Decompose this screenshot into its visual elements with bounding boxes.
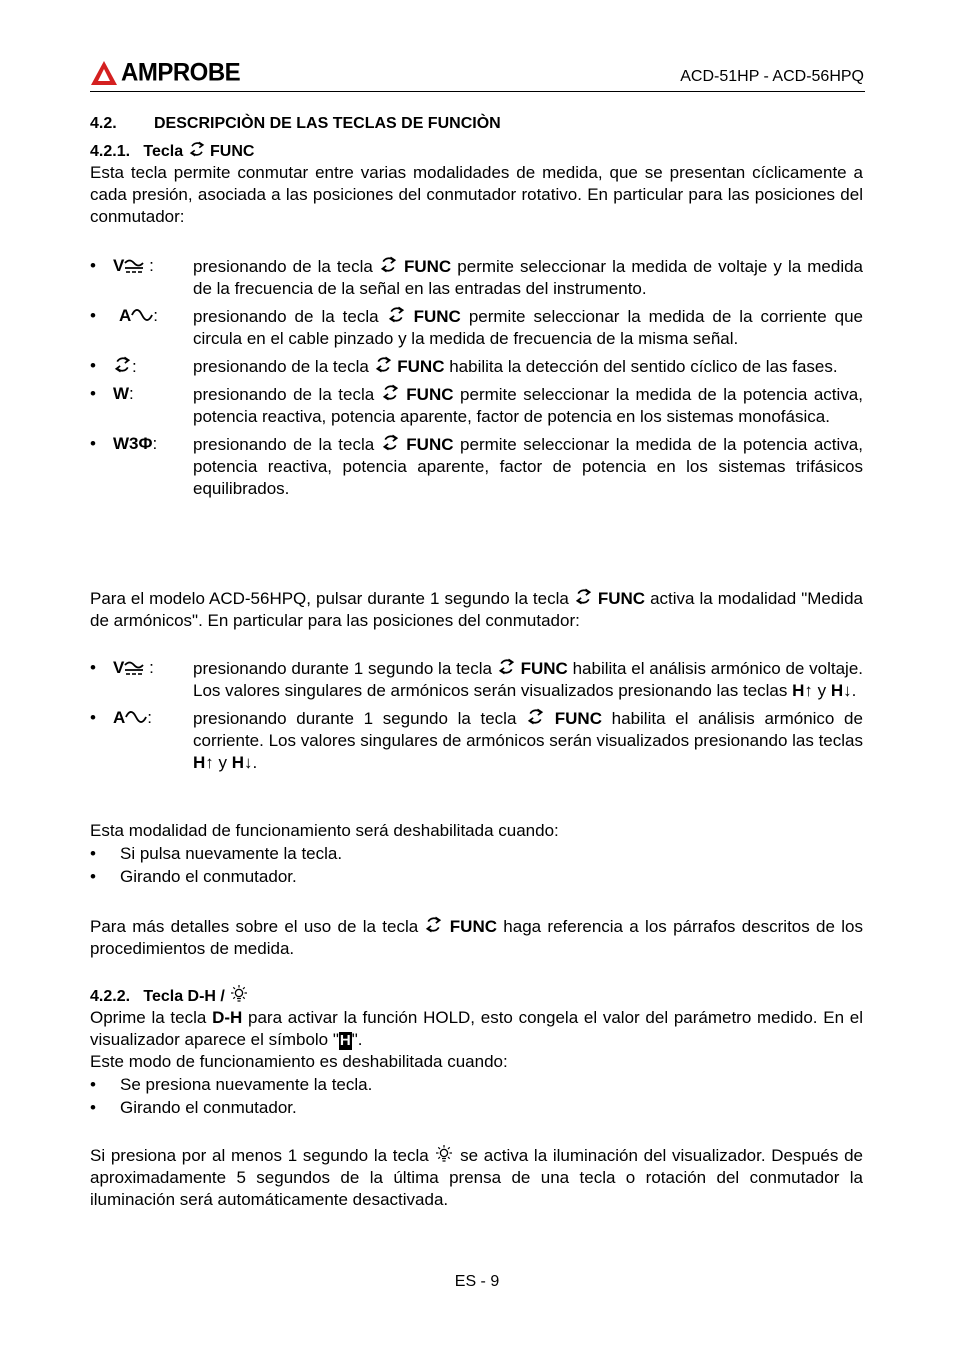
list-item: • A : presionando de la tecla FUNC permite seleccionar la medida de la corriente que circula en el cable pinzado y la medida de frecuencia de la misma señal.: [90, 306, 864, 348]
list-item: • A : presionando durante 1 segundo la tecla FUNC habilita el análisis armónico de corriente. Los valores singulares de armónicos serán visualizados presionando las teclas H↑ y H↓.: [90, 708, 863, 772]
ac-icon: [131, 308, 153, 322]
subsection-4-2-1-title: 4.2.1. Tecla FUNC: [90, 140, 254, 163]
function-list: [90, 255, 863, 500]
func-icon: [387, 305, 406, 324]
list-item: • Girando el conmutador.: [90, 1098, 297, 1117]
func-icon: [424, 915, 443, 934]
section-title: [90, 113, 501, 135]
harmonics-paragraph: Para el modelo ACD-56HPQ, pulsar durante 1 segundo la tecla FUNC activa la modalidad "Medida de armónicos". En particular para las posiciones del conmutador:: [90, 589, 863, 630]
func-icon: [574, 587, 593, 606]
section-title-text: DESCRIPCIÒN DE LAS TECLAS DE FUNCIÒN: [154, 115, 501, 132]
subsection-4-2-2-title: 4.2.2. Tecla D-H /: [90, 984, 249, 1008]
intro-paragraph: Esta tecla permite conmutar entre varias modalidades de medida, que se presentan cíclicamente a cada presión, asociada a las posiciones del conmutador rotativo. En particular para las posiciones del conmutador:: [90, 163, 863, 226]
backlight-icon: [434, 1144, 454, 1164]
list-item: • W3Φ: presionando de la tecla FUNC permite seleccionar la medida de la potencia activa, potencia reactiva, potencia aparente, factor de potencia en los sistemas trifásicos equilibrados.: [90, 434, 863, 498]
list-item: • W: presionando de la tecla FUNC permite seleccionar la medida de la potencia activa, potencia reactiva, potencia aparente, factor de potencia en los sistemas monofásica.: [90, 384, 863, 426]
hold-disable-text: Este modo de funcionamiento es deshabilitada cuando:: [90, 1052, 508, 1071]
phase-rotation-icon: [113, 355, 132, 374]
list-item: • Girando el conmutador.: [90, 867, 297, 886]
backlight-icon: [229, 984, 249, 1004]
list-item: • V : presionando durante 1 segundo la tecla FUNC habilita el análisis armónico de voltaje. Los valores singulares de armónicos serán visualizados presionando las teclas H↑ y H↓.: [90, 658, 864, 700]
list-item: • Se presiona nuevamente la tecla.: [90, 1075, 373, 1094]
page-number: ES - 9: [454, 1273, 500, 1290]
disable-text: Esta modalidad de funcionamiento será deshabilitada cuando:: [90, 821, 559, 840]
func-icon: [497, 657, 516, 676]
logo-triangle-icon: [90, 60, 118, 86]
header-divider: [90, 91, 865, 92]
func-icon: [374, 355, 393, 374]
acdc-icon: [124, 258, 144, 274]
details-paragraph: Para más detalles sobre el uso de la tecla FUNC haga referencia a los párrafos descritos de los procedimientos de medida.: [90, 917, 863, 958]
func-icon: [188, 140, 206, 158]
list-item: • Si pulsa nuevamente la tecla.: [90, 844, 343, 863]
func-icon: [381, 433, 400, 452]
backlight-paragraph: Si presiona por al menos 1 segundo la tecla se activa la iluminación del visualizador. Después de aproximadamente 5 segundos de la última prensa de una tecla o rotación del conmutador la iluminación será automáticamente desactivada.: [90, 1146, 863, 1209]
list-item: • : presionando de la tecla FUNC habilita la detección del sentido cíclico de las fases.: [90, 356, 838, 376]
header-model: ACD-51HP - ACD-56HPQ: [680, 68, 864, 85]
section-number: 4.2.: [90, 115, 117, 132]
amprobe-logo: [90, 58, 240, 88]
hold-paragraph: Oprime la tecla D-H para activar la función HOLD, esto congela el valor del parámetro medido. En el visualizador aparece el símbolo "H".: [90, 1008, 863, 1049]
func-icon: [379, 255, 398, 274]
func-icon: [526, 707, 545, 726]
hold-disable-list: [90, 1074, 863, 1119]
list-item: • V : presionando de la tecla FUNC permite seleccionar la medida de voltaje y la medida de la frecuencia de la señal en las entradas del instrumento.: [90, 256, 864, 298]
ac-icon: [125, 710, 147, 724]
harmonics-list: [90, 657, 863, 774]
logo-text: AMPROBE: [121, 58, 241, 87]
disable-list: [90, 843, 863, 888]
acdc-icon: [124, 660, 144, 676]
func-icon: [381, 383, 400, 402]
hold-symbol: H: [339, 1032, 351, 1049]
